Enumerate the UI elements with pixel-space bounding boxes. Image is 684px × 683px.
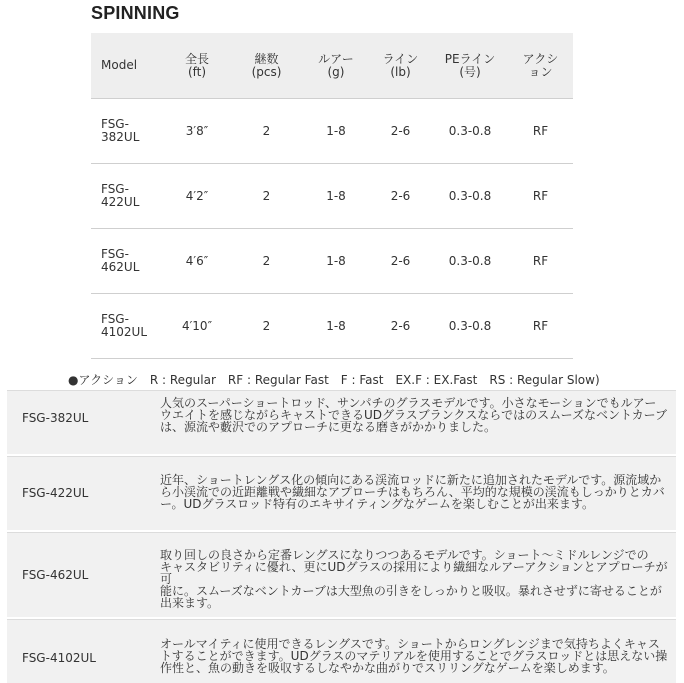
cell-action: RF	[508, 294, 573, 359]
spec-table	[91, 33, 573, 359]
header-action-label-2: ョン	[528, 64, 553, 79]
model-prefix: FSG-	[101, 247, 129, 261]
description-model: FSG-422UL	[22, 486, 89, 500]
cell-line: 2-6	[369, 294, 432, 359]
header-action	[508, 33, 573, 99]
model-prefix: FSG-	[101, 182, 129, 196]
header-line	[369, 33, 432, 99]
cell-pieces: 2	[230, 99, 303, 164]
cell-length: 4′2″	[164, 164, 230, 229]
header-action-label-1: アクシ	[522, 51, 559, 66]
header-length	[164, 33, 230, 99]
header-lure-label: ルアー	[318, 51, 354, 66]
action-legend: ●アクション R : Regular RF : Regular Fast F : Fast EX.F : EX.Fast RS : Regular Slow)	[68, 373, 600, 387]
table-row	[91, 99, 573, 164]
cell-pieces: 2	[230, 229, 303, 294]
table-row	[91, 294, 573, 359]
description-line: ウエイトを感じながらキャストできるUDグラスブランクスならではのスムーズなベントカーブ	[160, 408, 668, 422]
description-line: 出来ます。	[160, 596, 220, 610]
header-pieces	[230, 33, 303, 99]
description-line: オールマイティに使用できるレングスです。ショートからロングレンジまで気持ちよくキャス	[160, 637, 660, 651]
cell-length: 4′6″	[164, 229, 230, 294]
description-text	[160, 638, 673, 674]
description-line: は、源流や藪沢でのアプローチに更なる磨きがかかりました。	[160, 420, 497, 434]
cell-line: 2-6	[369, 229, 432, 294]
header-lure-unit: (g)	[327, 64, 345, 79]
header-model: Model	[91, 33, 164, 99]
cell-length: 4′10″	[164, 294, 230, 359]
model-prefix: FSG-	[101, 312, 129, 326]
cell-pe: 0.3-0.8	[432, 164, 508, 229]
cell-line: 2-6	[369, 99, 432, 164]
description-line: ー。UDグラスロッド特有のエキサイティングなゲームを楽しむことが出来ます。	[160, 497, 594, 511]
header-pe-unit: (号)	[459, 64, 481, 79]
description-line: 能に。スムーズなベントカーブは大型魚の引きをしっかりと吸収。暴れさせずに寄せることが	[160, 584, 662, 598]
cell-action: RF	[508, 99, 573, 164]
description-line: 取り回しの良さから定番レングスになりつつあるモデルです。ショート～ミドルレンジでの	[160, 548, 649, 562]
description-line: ら小渓流での近距離戦や繊細なアプローチはもちろん、平均的な規模の渓流もしっかりとカバ	[160, 485, 665, 499]
header-pe-label: PEライン	[444, 51, 496, 66]
cell-pe: 0.3-0.8	[432, 294, 508, 359]
description-block	[7, 390, 676, 454]
table-row	[91, 164, 573, 229]
cell-model	[91, 294, 164, 359]
description-line: 人気のスーパーショートロッド、サンパチのグラスモデルです。小さなモーションでもルアー	[160, 396, 657, 410]
header-line-unit: (lb)	[390, 64, 411, 79]
header-pieces-label: 継数	[254, 51, 279, 66]
description-model: FSG-462UL	[22, 568, 89, 582]
cell-pe: 0.3-0.8	[432, 229, 508, 294]
model-suffix: 382UL	[101, 130, 140, 144]
cell-action: RF	[508, 164, 573, 229]
cell-model	[91, 99, 164, 164]
description-line: 近年、ショートレングス化の傾向にある渓流ロッドに新たに追加されたモデルです。源流域か	[160, 473, 662, 487]
description-model: FSG-4102UL	[22, 651, 96, 665]
model-suffix: 462UL	[101, 260, 140, 274]
cell-model	[91, 164, 164, 229]
cell-pieces: 2	[230, 164, 303, 229]
header-length-label: 全長	[184, 51, 209, 66]
cell-model	[91, 229, 164, 294]
description-text	[160, 397, 673, 433]
header-length-unit: (ft)	[187, 64, 207, 79]
cell-pe: 0.3-0.8	[432, 99, 508, 164]
page-title: SPINNING	[91, 3, 180, 23]
description-block	[7, 532, 676, 617]
header-pe-line	[432, 33, 508, 99]
description-block	[7, 456, 676, 530]
header-line-label: ライン	[382, 51, 419, 66]
description-line: トすることができます。UDグラスのマテリアルを使用することでグラスロッドとは思えない操	[160, 649, 668, 663]
description-line: キャスタビリティに優れ、更にUDグラスの採用により繊細なルアーアクションとアプローチが可	[160, 560, 668, 586]
model-prefix: FSG-	[101, 117, 129, 131]
description-model: FSG-382UL	[22, 411, 89, 425]
cell-lure: 1-8	[303, 99, 369, 164]
header-lure	[303, 33, 369, 99]
model-suffix: 422UL	[101, 195, 140, 209]
description-text	[160, 549, 673, 609]
cell-lure: 1-8	[303, 229, 369, 294]
cell-pieces: 2	[230, 294, 303, 359]
cell-lure: 1-8	[303, 294, 369, 359]
table-header-row	[91, 33, 573, 99]
cell-lure: 1-8	[303, 164, 369, 229]
cell-action: RF	[508, 229, 573, 294]
header-pieces-unit: (pcs)	[251, 64, 282, 79]
description-block	[7, 619, 676, 683]
model-suffix: 4102UL	[101, 325, 148, 339]
description-text	[160, 474, 673, 510]
cell-length: 3′8″	[164, 99, 230, 164]
cell-line: 2-6	[369, 164, 432, 229]
table-row	[91, 229, 573, 294]
description-line: 作性と、魚の動きを吸収するしなやかな曲がりでスリリングなゲームを楽しめます。	[160, 661, 615, 675]
